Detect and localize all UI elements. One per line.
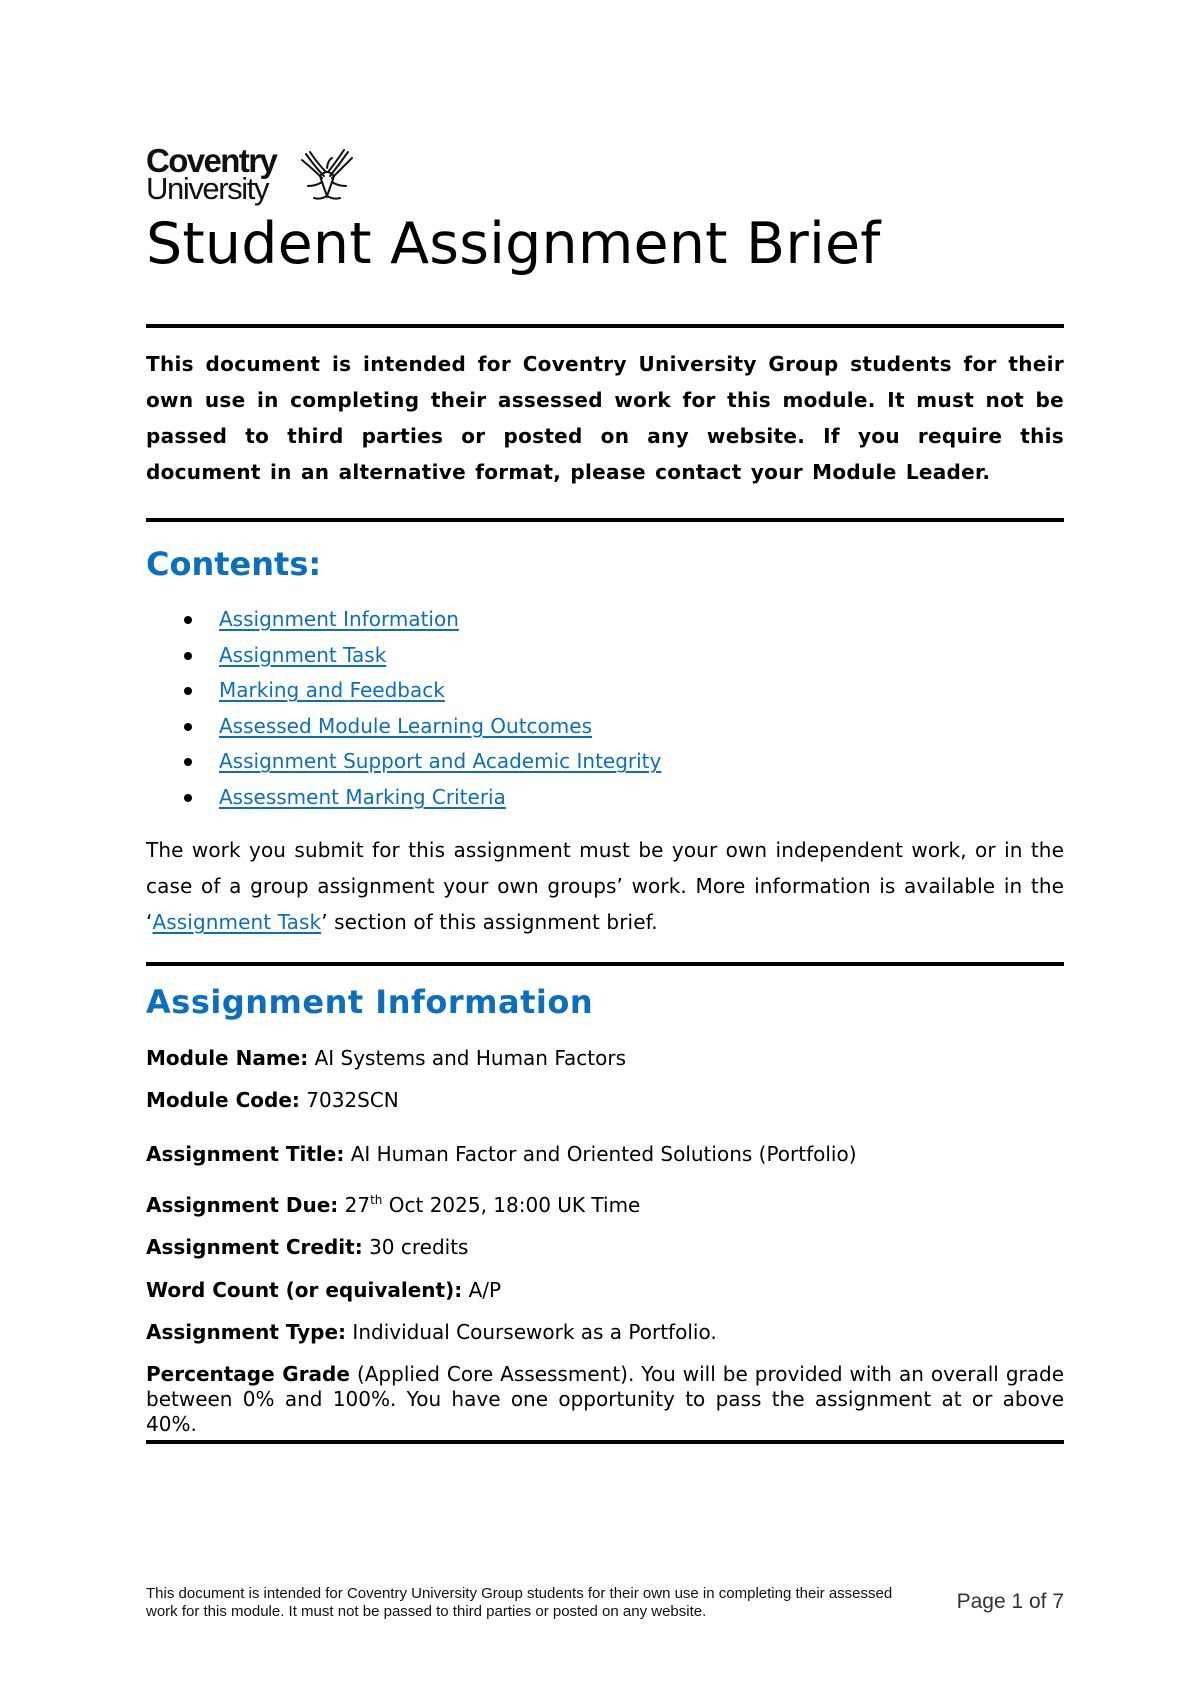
work-note-text: ’ section of this assignment brief. (321, 910, 658, 934)
contents-item (146, 780, 661, 816)
divider (146, 518, 1064, 522)
assignment-due-field (146, 1191, 1064, 1219)
intro-notice: This document is intended for Coventry University Group students for their own use in completing their assessed work for this module. It must not be passed to third parties or posted on any website. If you require this document in an alternative format, please contact your Module Leader. (146, 352, 1064, 484)
field-label: Module Code: (146, 1088, 300, 1112)
assignment-information-heading: Assignment Information (146, 983, 594, 1021)
field-label: Assignment Type: (146, 1320, 347, 1344)
link-support-academic-integrity[interactable]: Assignment Support and Academic Integrity (219, 749, 662, 774)
percentage-grade-field (146, 1362, 1064, 1437)
field-value: 30 credits (369, 1235, 469, 1259)
field-label: Percentage Grade (146, 1362, 350, 1386)
field-value: Oct 2025, 18:00 UK Time (388, 1193, 641, 1217)
bullet-icon (184, 652, 192, 660)
link-assignment-task-inline[interactable]: Assignment Task (152, 910, 322, 934)
link-assignment-information[interactable]: Assignment Information (219, 607, 459, 631)
assignment-credit-field (146, 1233, 1064, 1261)
logo-line-2: University (146, 171, 269, 206)
module-code-field (146, 1086, 1064, 1114)
due-day-suffix: th (370, 1193, 383, 1207)
contents-item (146, 602, 661, 638)
field-label: Assignment Credit: (146, 1235, 363, 1259)
field-label: Module Name: (146, 1046, 309, 1070)
link-marking-criteria[interactable]: Assessment Marking Criteria (219, 784, 506, 809)
logo-line-1: Coventry (146, 142, 277, 179)
field-value: AI Human Factor and Oriented Solutions (Portfolio) (350, 1142, 857, 1166)
field-value: (Applied Core Assessment). You will be provided with an overall grade between 0% and 100%. You have one opportunity to pass the assignment at or above 40%. (146, 1362, 1065, 1436)
phoenix-icon (298, 146, 356, 204)
field-value: AI Systems and Human Factors (314, 1046, 626, 1070)
coventry-university-logo (146, 142, 366, 208)
field-label: Word Count (or equivalent): (146, 1278, 463, 1302)
module-name-field (146, 1044, 1064, 1072)
link-learning-outcomes[interactable]: Assessed Module Learning Outcomes (219, 713, 592, 738)
field-value: A/P (468, 1278, 502, 1302)
assignment-title-field (146, 1140, 1064, 1168)
field-value: 7032SCN (306, 1088, 399, 1112)
bullet-icon (184, 616, 192, 624)
independent-work-note (146, 832, 1064, 940)
field-label: Assignment Title: (146, 1142, 345, 1166)
bullet-icon (184, 723, 192, 731)
contents-heading: Contents: (146, 545, 322, 583)
bullet-icon (184, 758, 192, 766)
bullet-icon (184, 687, 192, 695)
divider (146, 324, 1064, 328)
logo-wordmark (146, 142, 277, 206)
assignment-type-field (146, 1318, 1064, 1346)
contents-list (146, 602, 661, 816)
footer-notice: This document is intended for Coventry University Group students for their own use in completing their assessed work for this module. It must not be passed to third parties or posted on any website. (146, 1585, 893, 1620)
field-label: Assignment Due: (146, 1193, 339, 1217)
page-title: Student Assignment Brief (146, 211, 881, 277)
divider (146, 962, 1064, 966)
link-assignment-task[interactable]: Assignment Task (219, 642, 387, 667)
field-value: Individual Coursework as a Portfolio. (352, 1320, 717, 1344)
due-day: 27 (344, 1193, 371, 1217)
contents-item (146, 638, 661, 674)
link-marking-and-feedback[interactable]: Marking and Feedback (219, 678, 445, 703)
contents-item (146, 673, 661, 709)
work-note-text: The work you submit for this assignment must be your own independent work, or in the case of a group assignment your own groups’ work. More information is available in the ‘ (146, 838, 1064, 934)
bullet-icon (184, 794, 192, 802)
contents-item (146, 744, 661, 780)
word-count-field (146, 1276, 1064, 1304)
divider (146, 1440, 1064, 1444)
page-number: Page 1 of 7 (956, 1590, 1064, 1613)
contents-item (146, 709, 661, 745)
